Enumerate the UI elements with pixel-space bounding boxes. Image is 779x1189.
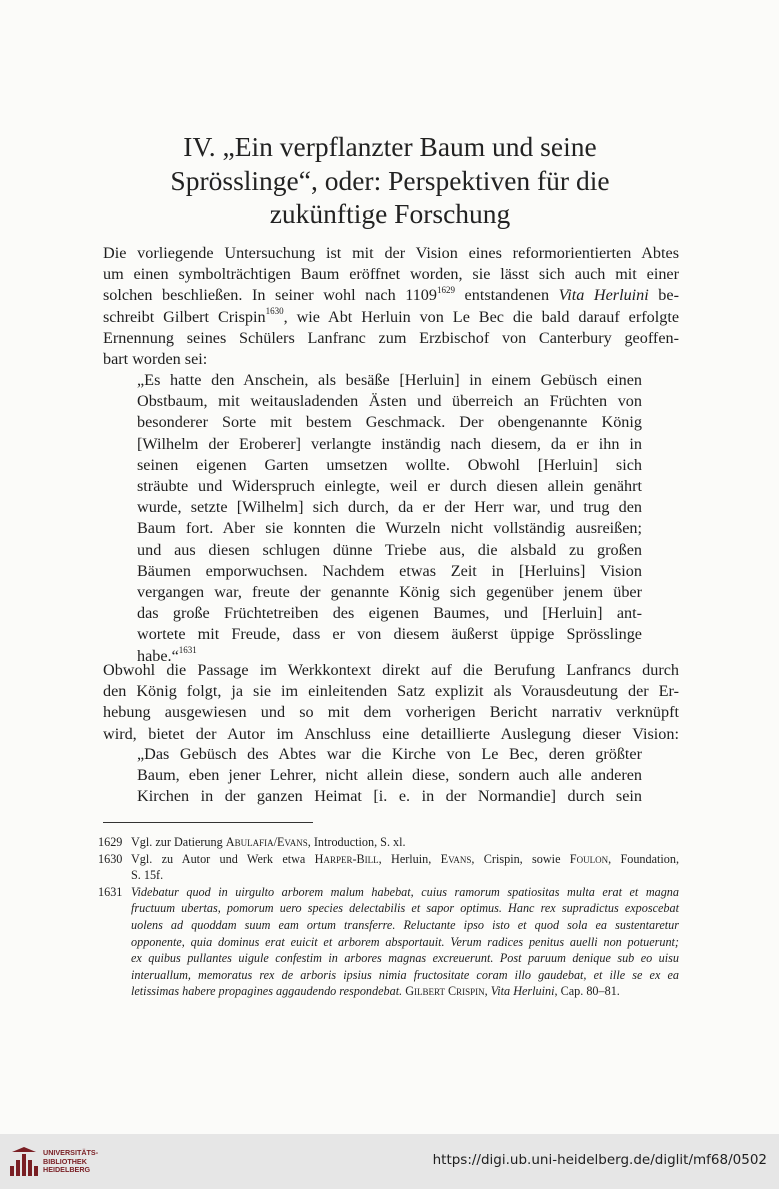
footnote-ref-1630[interactable]: 1630 (265, 306, 284, 317)
page-url[interactable]: https://digi.ub.uni-heidelberg.de/diglit/mf68/0502 (432, 1152, 767, 1168)
quote-line: vergangen war, freute der genannte König sich gegenüber jenem über (137, 583, 642, 602)
quote-line: Baum, eben jener Lehrer, nicht allein diese, sondern auch alle anderen (137, 766, 642, 785)
text-line: hebung ausgewiesen und so mit dem vorherigen Bericht narrativ verknüpft (103, 703, 679, 722)
footnote-number: 1630 (98, 851, 123, 866)
library-logo[interactable] (8, 1146, 108, 1178)
footnote-1629 (98, 834, 679, 851)
quote-line: wortete mit Freude, dass er von diesem äußerst üppige Sprösslinge (137, 625, 642, 644)
footnote-ref-1629[interactable]: 1629 (437, 285, 455, 296)
footnote-text: ex quibus pullantes uigule confestim in arbores magnas excreuerunt. Post paruum denique sub eo uisu (131, 951, 679, 966)
footnote-text: Vgl. zur Datierung Abulafia/Evans, Introduction, S. xl. (131, 835, 406, 849)
footnote-text: S. 15f. (131, 868, 164, 883)
footnote-text: Videbatur quod in uirgulto arborem malum habebat, cuius ramorum spatiositas multa erat et magna (131, 884, 679, 899)
text-line: Die vorliegende Untersuchung ist mit der Vision eines reformorientierten Abtes (103, 244, 679, 262)
quote-line: sträubte und Widerspruch einlegte, weil er durch diesen allein genährt (137, 477, 642, 496)
quote-line: das große Früchtetreiben des eigenen Baumes, und [Herluin] ant- (137, 604, 642, 623)
library-logo-icon (8, 1146, 40, 1178)
chapter-title-line: IV. „Ein verpflanzter Baum und seine (183, 131, 597, 162)
library-logo-text: UNIVERSITÄTS- BIBLIOTHEK HEIDELBERG (43, 1148, 99, 1175)
footnote-separator (103, 822, 313, 823)
footnote-number: 1631 (98, 884, 123, 899)
quote-line: [Wilhelm der Eroberer] verlangte inständig nach diesem, da er ihn in (137, 434, 642, 453)
quote-line: Bäumen emporwuchsen. Nachdem etwas Zeit in [Herluins] Vision (137, 561, 642, 580)
text-line: um einen symbolträchtigen Baum eröffnet worden, sie lässt sich auch mit einer (103, 265, 679, 284)
text-line: schreibt Gilbert Crispin$^{1630}$, wie Abt Herluin von Le Bec die bald darauf erfolgte (103, 306, 680, 326)
footnote-text: interuallum, memoratus rex de arboris ipsius nimia fructositate coram illo gaudebat, et ille se ex ea (131, 967, 679, 982)
viewer-footer-bar (0, 1134, 779, 1189)
footnote-text: opponente, quia dominus erat euicit et arborem absportauit. Verum radices penitus auelli non potuerunt; (131, 934, 679, 949)
quote-line: besonderer Sorte mit bestem Geschmack. Der obengenannte König (137, 413, 642, 432)
footnote-text: fructuum ubertas, pomorum uero species delectabilis et sapor optimus. Hanc rex supradictus exposcebat (131, 901, 679, 916)
text-line: Obwohl die Passage im Werkkontext direkt auf die Berufung Lanfrancs durch (103, 661, 679, 679)
footnotes (98, 834, 679, 1000)
quote-line: „Es hatte den Anschein, als besäße [Herluin] in einem Gebüsch einen (137, 371, 642, 389)
block-quote-2 (137, 744, 642, 808)
footnote-text: uolens ad quoddam suum eam ortum transferre. Reluctante ipso isto et quod sola ea sustentaretur (131, 917, 679, 932)
chapter-title (110, 130, 670, 231)
block-quote-1 (137, 370, 642, 667)
quote-line: habe.“$^{1631}$ (137, 645, 197, 665)
footnote-number: 1629 (98, 835, 123, 849)
text-line: Ernennung seines Schülers Lanfranc zum Erzbischof von Canterbury geoffen- (103, 328, 679, 347)
quote-line: seinen eigenen Garten umsetzen wollte. Obwohl [Herluin] sich (137, 455, 642, 474)
quote-line: „Das Gebüsch des Abtes war die Kirche von Le Bec, deren größter (137, 745, 642, 763)
footnote-text: Vgl. zu Autor und Werk etwa Harper-Bill, Herluin, Evans, Crispin, sowie Foulon, Foundation, (131, 851, 680, 866)
chapter-title-line: zukünftige Forschung (269, 198, 511, 229)
quote-line: Kirchen in der ganzen Heimat [i. e. in der Normandie] durch sein (137, 787, 642, 806)
footnote-1631 (98, 884, 679, 1000)
text-line: den König folgt, ja sie im einleitenden Satz explizit als Vorausdeutung der Er- (103, 682, 679, 701)
footnote-1630 (98, 851, 679, 884)
footnote-text: letissimas habere propagines aggaudendo respondebat. Gilbert Crispin, Vita Herluini, Cap. 80–81. (131, 984, 620, 999)
quote-line: und aus diesen schlugen dünne Triebe aus, die alsbald zu großen (137, 540, 642, 559)
text-line: bart worden sei: (103, 350, 208, 369)
quote-line: Obstbaum, mit weitausladenden Ästen und überreich an Früchten von (137, 392, 642, 411)
body-paragraph-2 (103, 660, 679, 745)
body-paragraph-1 (103, 243, 679, 370)
text-line: wird, bietet der Autor im Anschluss eine detaillierte Auslegung dieser Vision: (103, 724, 679, 743)
footnote-ref-1631[interactable]: 1631 (178, 645, 197, 656)
chapter-title-line: Sprösslinge“, oder: Perspektiven für die (170, 164, 610, 196)
quote-line: wurde, setzte [Wilhelm] sich durch, da er der Herr war, und trug den (137, 498, 642, 517)
quote-line: Baum fort. Aber sie konnten die Wurzeln nicht vollständig ausreißen; (137, 519, 642, 538)
text-line: solchen beschließen. In seiner wohl nach $1109^{1629}$ entstandenen Vita Herluini be- (103, 285, 679, 305)
